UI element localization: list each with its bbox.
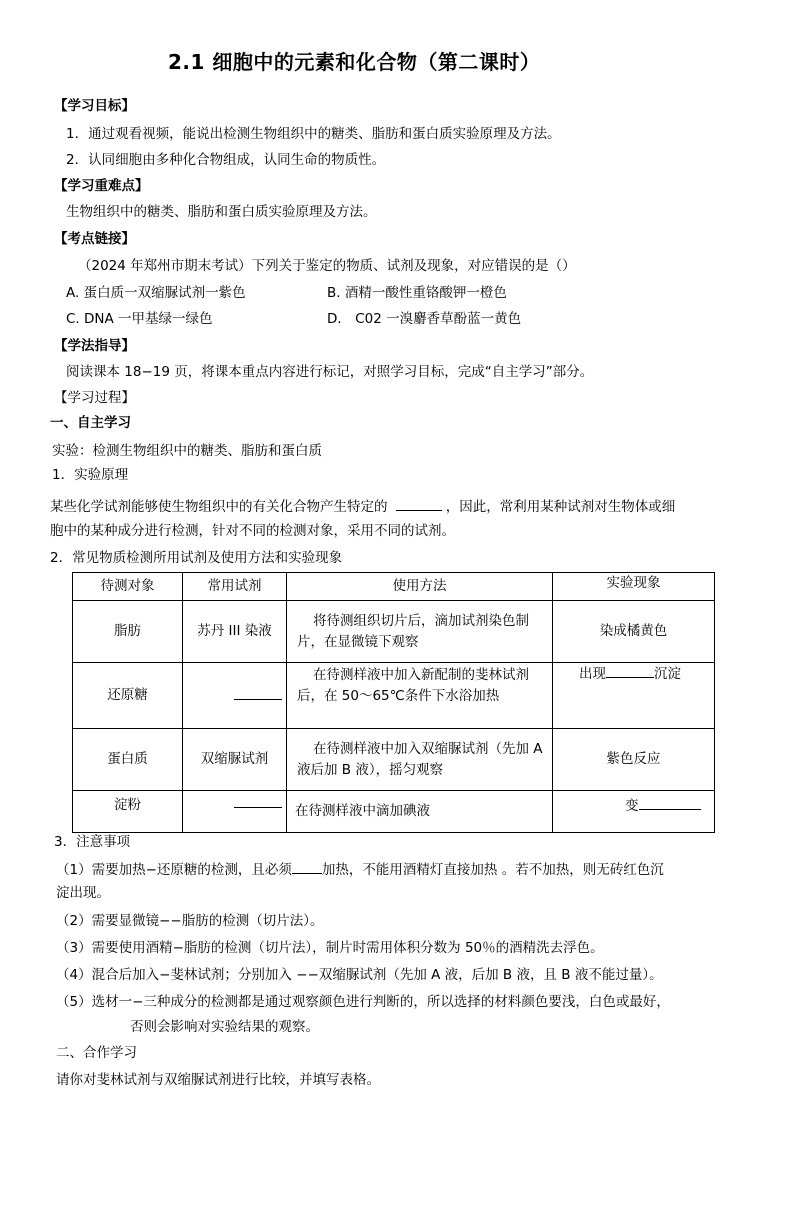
exam-option-d: D． C02 一溴麝香草酚蓝一黄色 — [327, 311, 522, 327]
process-heading: 【学习过程】 — [54, 390, 135, 406]
header-object: 待测对象 — [73, 573, 183, 601]
principle-post: ，因此，常利用某种试剂对生物体或细 — [445, 499, 676, 515]
goal-item-1: 1．通过观看视频，能说出检测生物组织中的糖类、脂肪和蛋白质实验原理及方法。 — [66, 126, 561, 142]
table-heading: 2．常见物质检测所用试剂及使用方法和实验现象 — [50, 550, 343, 566]
method-heading: 【学法指导】 — [54, 338, 135, 354]
reagent-blank[interactable] — [234, 685, 282, 700]
row-result: 紫色反应 — [553, 729, 715, 791]
goal-item-2: 2．认同细胞由多种化合物组成，认同生命的物质性。 — [66, 152, 386, 168]
note-5: （5）选材一−三种成分的检测都是通过观察颜色进行判断的，所以选择的材料颜色要浅，白色或最好， — [56, 994, 670, 1010]
row-object: 淀粉 — [73, 791, 183, 833]
part1-heading: 一、自主学习 — [50, 415, 131, 431]
experiment-title: 实验：检测生物组织中的糖类、脂肪和蛋白质 — [52, 443, 322, 459]
reagent-blank[interactable] — [234, 793, 282, 808]
result-blank[interactable] — [606, 663, 654, 678]
row-reagent: 双缩脲试剂 — [183, 729, 287, 791]
note-1-blank[interactable] — [292, 859, 322, 874]
table-row — [73, 601, 715, 663]
row-method: 将待测组织切片后，滴加试剂染色制片，在显微镜下观察 — [297, 612, 529, 650]
reagent-table — [72, 572, 715, 833]
table-row — [73, 729, 715, 791]
table-row — [73, 791, 715, 833]
note-1 — [56, 859, 664, 880]
principle-pre: 某些化学试剂能够使生物组织中的有关化合物产生特定的 — [50, 499, 388, 515]
note-1-pre: （1）需要加热−还原糖的检测，且必须 — [56, 862, 292, 878]
exam-option-b: B. 酒精一酸性重铬酸钾一橙色 — [327, 285, 507, 301]
part2-heading: 二、合作学习 — [56, 1045, 137, 1061]
row-reagent: 苏丹 III 染液 — [183, 601, 287, 663]
note-1-post: 加热，不能用酒精灯直接加热 。若不加热，则无砖红色沉 — [321, 862, 664, 878]
row-method: 在待测样液中加入双缩脲试剂（先加 A 液后加 B 液），摇匀观察 — [297, 740, 543, 778]
notes-heading: 3．注意事项 — [54, 834, 131, 850]
principle-line-1 — [50, 496, 675, 517]
page-title: 2.1 细胞中的元素和化合物（第二课时） — [168, 50, 541, 74]
note-3: （3）需要使用酒精−脂肪的检测（切片法），制片时需用体积分数为 50％的酒精洗去浮色。 — [56, 940, 604, 956]
exam-question: （2024 年郑州市期末考试）下列关于鉴定的物质、试剂及现象，对应错误的是（） — [78, 258, 576, 274]
goals-heading: 【学习目标】 — [54, 98, 135, 114]
part2-text: 请你对斐林试剂与双缩脲试剂进行比较，并填写表格。 — [56, 1072, 380, 1088]
row-result-pre: 出现 — [579, 666, 606, 682]
row-result: 染成橘黄色 — [553, 601, 715, 663]
header-result: 实验现象 — [553, 573, 715, 601]
row-method: 在待测样液中加入新配制的斐林试剂后，在 50～65℃条件下水浴加热 — [297, 667, 529, 704]
row-method: 在待测样液中滴加碘液 — [287, 791, 553, 833]
row-result-pre: 变 — [625, 798, 639, 814]
principle-line-2: 胞中的某种成分进行检测，针对不同的检测对象，采用不同的试剂。 — [50, 523, 455, 539]
row-result-post: 沉淀 — [654, 666, 681, 682]
note-4: （4）混合后加入−斐林试剂；分别加入 −−双缩脲试剂（先加 A 液，后加 B 液，且 B 液不能过量）。 — [56, 967, 663, 983]
row-object: 还原糖 — [73, 663, 183, 729]
exam-option-a: A. 蛋白质一双缩脲试剂一紫色 — [66, 285, 246, 301]
header-reagent: 常用试剂 — [183, 573, 287, 601]
exam-option-c: C. DNA 一甲基绿一绿色 — [66, 311, 213, 327]
table-header-row — [73, 573, 715, 601]
key-heading: 【学习重难点】 — [54, 178, 149, 194]
method-text: 阅读课本 18−19 页，将课本重点内容进行标记，对照学习目标，完成“自主学习”部分。 — [66, 364, 594, 380]
principle-heading: 1．实验原理 — [52, 467, 129, 483]
row-object: 脂肪 — [73, 601, 183, 663]
exam-heading: 【考点链接】 — [54, 231, 135, 247]
note-1-line2: 淀出现。 — [56, 885, 110, 901]
principle-blank[interactable] — [396, 496, 442, 511]
note-2: （2）需要显微镜−−脂肪的检测（切片法）。 — [56, 913, 324, 929]
row-object: 蛋白质 — [73, 729, 183, 791]
key-text: 生物组织中的糖类、脂肪和蛋白质实验原理及方法。 — [66, 204, 377, 220]
table-row — [73, 663, 715, 729]
note-5-line2: 否则会影响对实验结果的观察。 — [130, 1019, 319, 1035]
header-method: 使用方法 — [287, 573, 553, 601]
result-blank[interactable] — [639, 795, 701, 810]
